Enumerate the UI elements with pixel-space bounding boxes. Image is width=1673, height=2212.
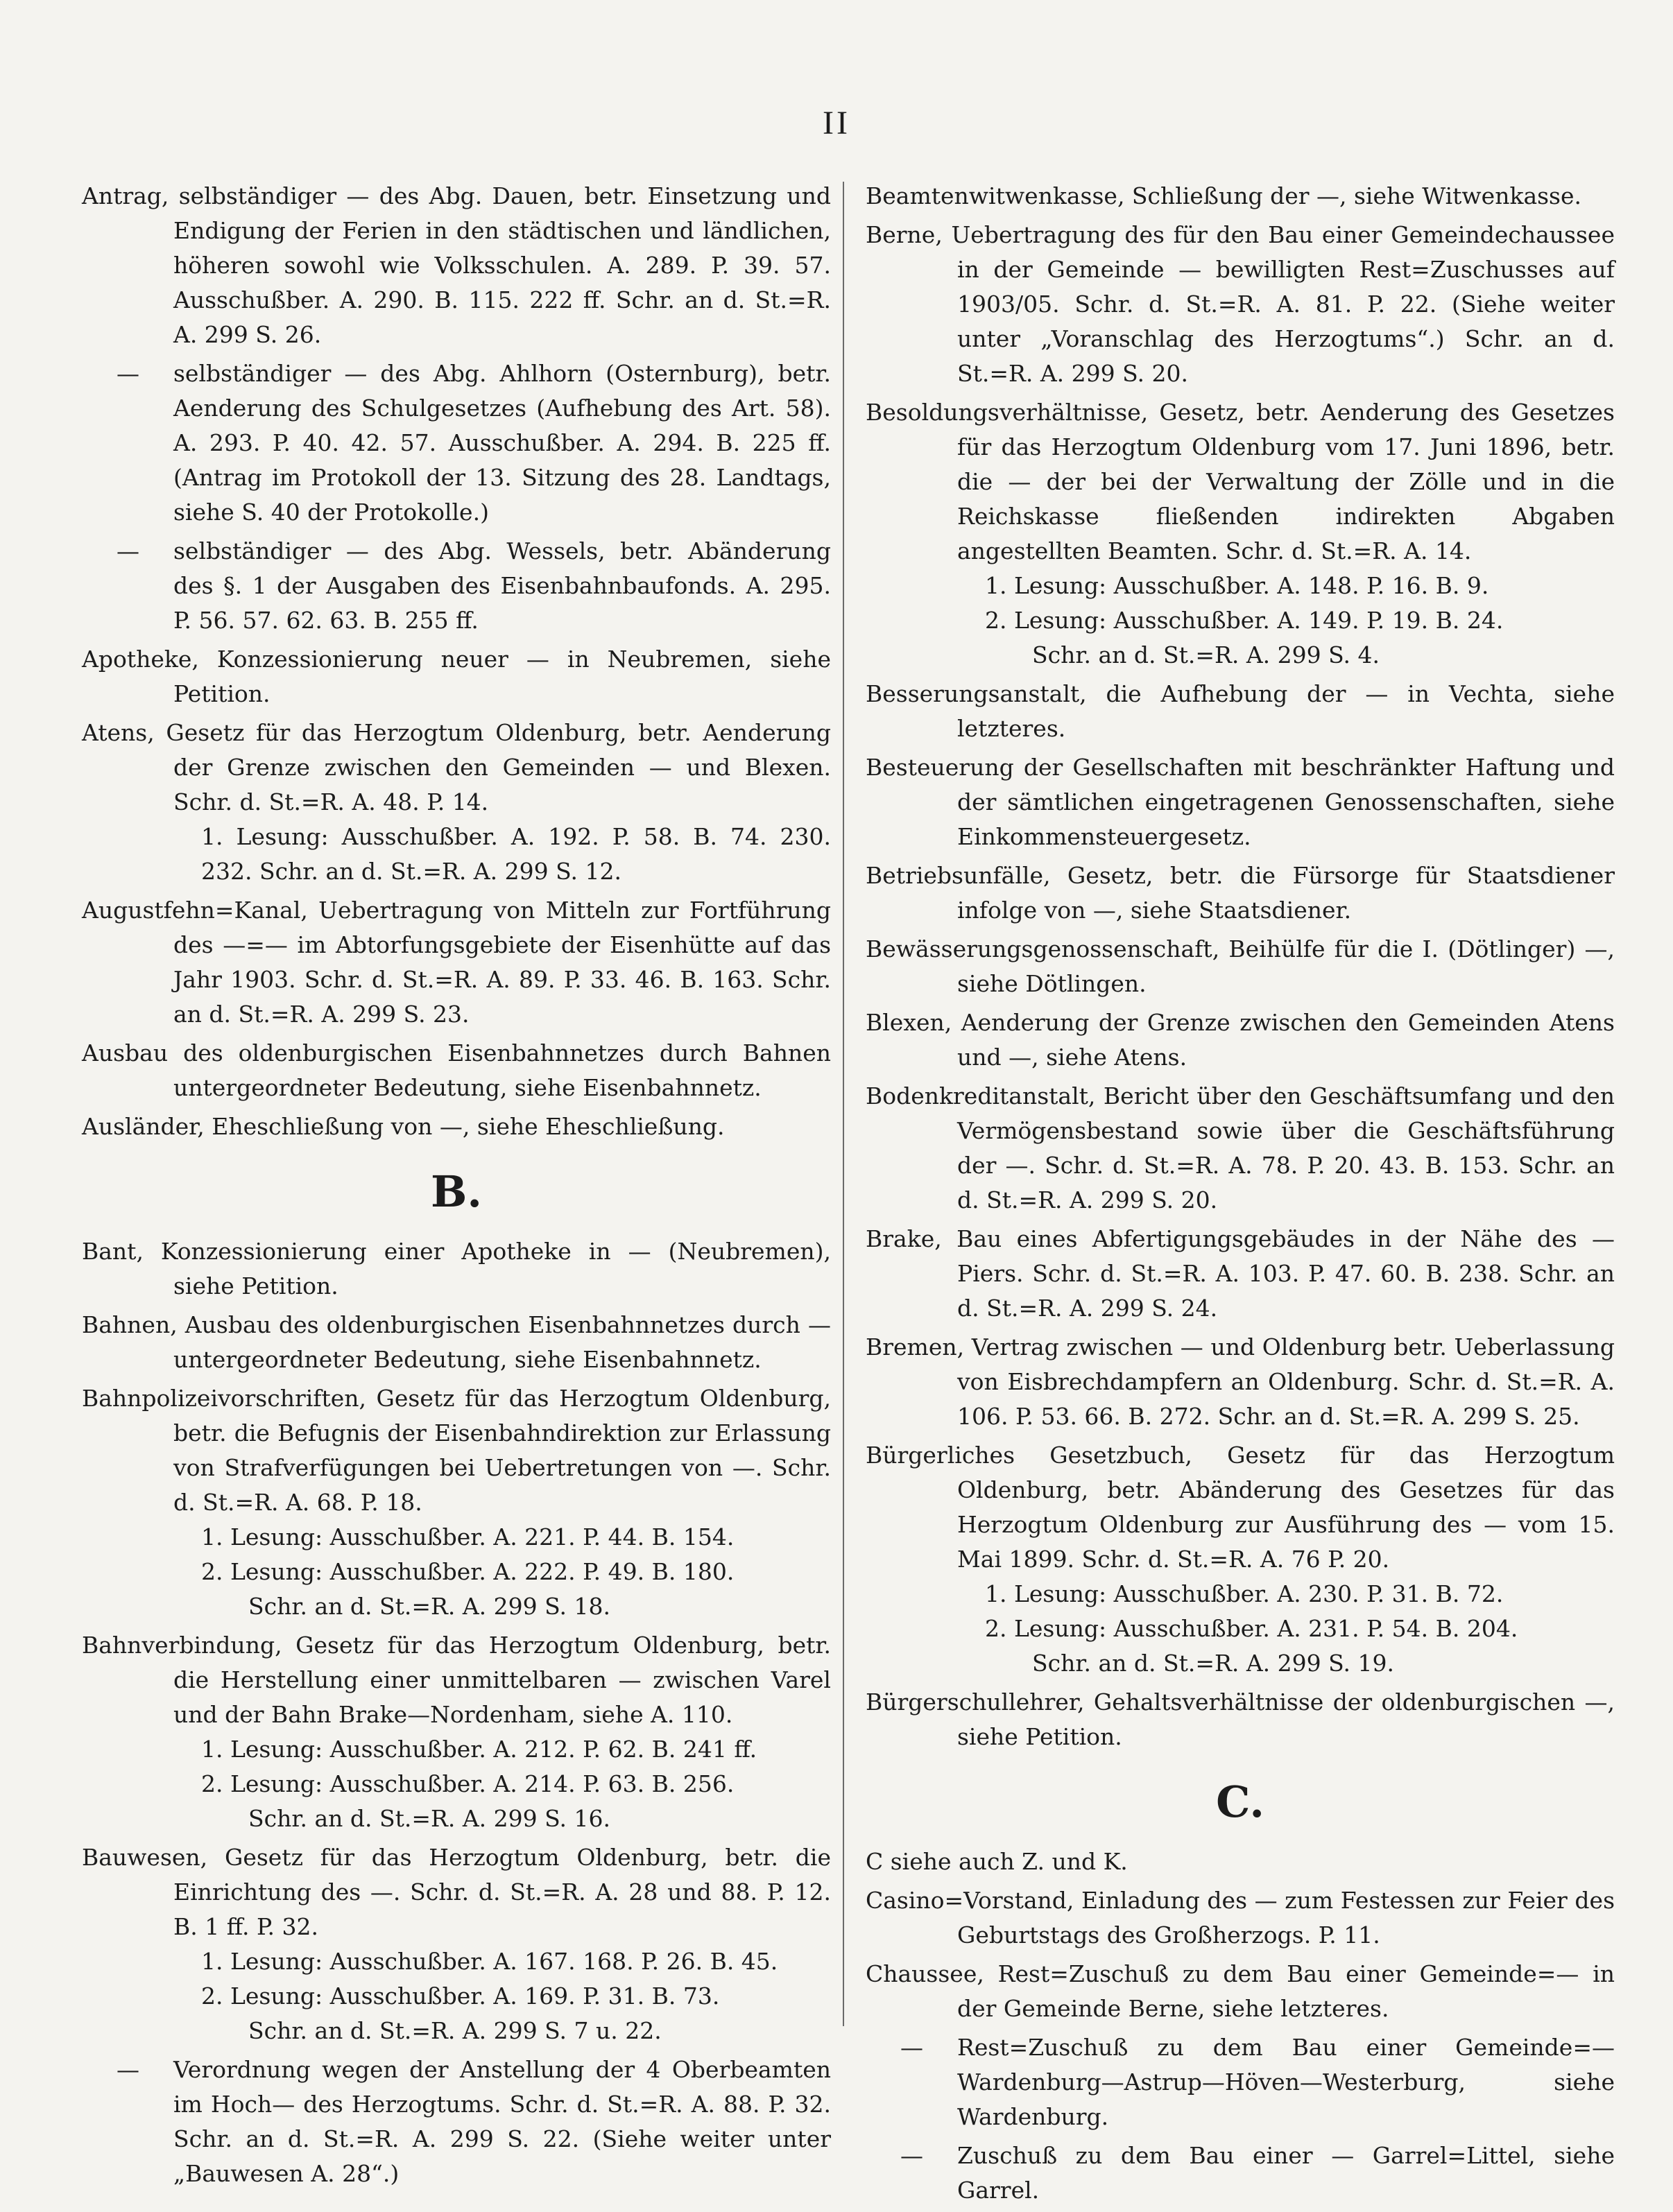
index-subentry	[82, 356, 831, 530]
entry-text: Besoldungsverhältnisse, Gesetz, betr. Aenderung des Gesetzes für das Herzogtum Oldenburg vom 17. Juni 1896, betr. die — der bei der Verwaltung der Zölle und in die Reichskasse fließenden indirekten Abgaben angestellten Beamten. Schr. d. St.=R. A. 14.	[866, 399, 1615, 564]
entry-text: Betriebsunfälle, Gesetz, betr. die Fürsorge für Staatsdiener infolge von —, siehe Staatsdiener.	[866, 862, 1615, 924]
entry-text: Zuschuß zu dem Bau einer — Garrel=Littel, siehe Garrel.	[957, 2142, 1615, 2204]
reading-line: 1. Lesung: Ausschußber. A. 167. 168. P. 26. B. 45.	[201, 1948, 778, 1975]
index-entry	[866, 1883, 1615, 1953]
index-entry	[866, 218, 1615, 391]
index-subentry	[82, 534, 831, 638]
entry-text: Bahnpolizeivorschriften, Gesetz für das Herzogtum Oldenburg, betr. die Befugnis der Eisenbahndirektion zur Erlassung von Strafverfügungen bei Uebertretungen von —. Schr. d. St.=R. A. 68. P. 18.	[82, 1385, 831, 1516]
entry-text: Antrag, selbständiger — des Abg. Dauen, betr. Einsetzung und Endigung der Ferien in den städtischen und ländlichen, höheren sowohl wie Volksschulen. A. 289. P. 39. 57. Ausschußber. A. 290. B. 115. 222 ff. Schr. an d. St.=R. A. 299 S. 26.	[82, 182, 831, 348]
entry-text: Bremen, Vertrag zwischen — und Oldenburg betr. Ueberlassung von Eisbrechdampfern an Oldenburg. Schr. d. St.=R. A. 106. P. 53. 66. B. 272. Schr. an d. St.=R. A. 299 S. 25.	[866, 1333, 1615, 1430]
index-entry	[866, 1330, 1615, 1434]
index-entry	[866, 179, 1615, 214]
index-entry	[866, 1844, 1615, 1879]
index-entry	[82, 893, 831, 1032]
index-entry	[866, 1685, 1615, 1754]
entry-text: Blexen, Aenderung der Grenze zwischen den Gemeinden Atens und —, siehe Atens.	[866, 1009, 1615, 1071]
entry-text: Bürgerschullehrer, Gehaltsverhältnisse der oldenburgischen —, siehe Petition.	[866, 1688, 1615, 1750]
reference-line: Schr. an d. St.=R. A. 299 S. 16.	[248, 1805, 611, 1832]
entry-text: Bahnen, Ausbau des oldenburgischen Eisenbahnnetzes durch — untergeordneter Bedeutung, siehe Eisenbahnnetz.	[82, 1311, 831, 1373]
reference-line: Schr. an d. St.=R. A. 299 S. 19.	[1032, 1650, 1395, 1677]
entry-text: Verordnung wegen der Anstellung der 4 Oberbeamten im Hoch— des Herzogtums. Schr. d. St.=R. A. 88. P. 32. Schr. an d. St.=R. A. 299 S. 22. (Siehe weiter unter „Bauwesen A. 28“.)	[173, 2056, 831, 2187]
entry-text: Casino=Vorstand, Einladung des — zum Festessen zur Feier des Geburtstags des Großherzogs. P. 11.	[866, 1887, 1615, 1949]
entry-text: selbständiger — des Abg. Wessels, betr. Abänderung des §. 1 der Ausgaben des Eisenbahnbaufonds. A. 295. P. 56. 57. 62. 63. B. 255 ff.	[173, 537, 831, 634]
column-divider	[843, 182, 844, 2026]
index-entry	[82, 716, 831, 889]
reading-line: 1. Lesung: Ausschußber. A. 221. P. 44. B. 154.	[201, 1523, 735, 1550]
section-heading: C.	[1216, 1777, 1264, 1827]
index-entry	[866, 395, 1615, 673]
entry-text: Bauwesen, Gesetz für das Herzogtum Oldenburg, betr. die Einrichtung des —. Schr. d. St.=R. A. 28 und 88. P. 12. B. 1 ff. P. 32.	[82, 1844, 831, 1940]
entry-text: Besteuerung der Gesellschaften mit beschränkter Haftung und der sämtlichen eingetragenen Genossenschaften, siehe Einkommensteuergesetz.	[866, 754, 1615, 850]
entry-text: Brake, Bau eines Abfertigungsgebäudes in der Nähe des —Piers. Schr. d. St.=R. A. 103. P. 47. 60. B. 238. Schr. an d. St.=R. A. 299 S. 24.	[866, 1225, 1615, 1322]
reading-line: 2. Lesung: Ausschußber. A. 214. P. 63. B. 256.	[201, 1770, 735, 1797]
reading-line: 2. Lesung: Ausschußber. A. 222. P. 49. B. 180.	[201, 1558, 735, 1585]
entry-text: Bodenkreditanstalt, Bericht über den Geschäftsumfang und den Vermögensbestand sowie über die Geschäftsführung der —. Schr. d. St.=R. A. 78. P. 20. 43. B. 153. Schr. an d. St.=R. A. 299 S. 20.	[866, 1082, 1615, 1213]
index-entry	[82, 1308, 831, 1377]
entry-text: Apotheke, Konzessionierung neuer — in Neubremen, siehe Petition.	[82, 646, 831, 707]
index-entry	[82, 1234, 831, 1304]
index-entry	[866, 1222, 1615, 1326]
index-entry	[866, 1438, 1615, 1681]
index-entry	[866, 1957, 1615, 2026]
index-entry	[866, 1079, 1615, 1218]
reading-line: 1. Lesung: Ausschußber. A. 230. P. 31. B. 72.	[985, 1580, 1504, 1607]
section-heading: B.	[431, 1166, 482, 1217]
index-entry	[82, 1036, 831, 1105]
index-subentry	[866, 2138, 1615, 2208]
entry-text: Ausbau des oldenburgischen Eisenbahnnetzes durch Bahnen untergeordneter Bedeutung, siehe Eisenbahnnetz.	[82, 1039, 831, 1101]
entry-text: Augustfehn=Kanal, Uebertragung von Mitteln zur Fortführung des —=— im Abtorfungsgebiete der Eisenhütte auf das Jahr 1903. Schr. d. St.=R. A. 89. P. 33. 46. B. 163. Schr. an d. St.=R. A. 299 S. 23.	[82, 897, 831, 1028]
entry-text: Rest=Zuschuß zu dem Bau einer Gemeinde=— Wardenburg—Astrup—Höven—Westerburg, siehe Wardenburg.	[957, 2034, 1615, 2130]
entry-text: Atens, Gesetz für das Herzogtum Oldenburg, betr. Aenderung der Grenze zwischen den Gemeinden — und Blexen. Schr. d. St.=R. A. 48. P. 14.	[82, 719, 831, 815]
entry-text: Bant, Konzessionierung einer Apotheke in — (Neubremen), siehe Petition.	[82, 1238, 831, 1299]
index-subentry	[82, 2053, 831, 2191]
entry-text: Chaussee, Rest=Zuschuß zu dem Bau einer Gemeinde=— in der Gemeinde Berne, siehe letzteres.	[866, 1960, 1615, 2022]
entry-text: Beamtenwitwenkasse, Schließung der —, siehe Witwenkasse.	[866, 182, 1582, 209]
index-entry	[82, 179, 831, 352]
reading-line: 1. Lesung: Ausschußber. A. 192. P. 58. B. 74. 230. 232. Schr. an d. St.=R. A. 299 S. 12.	[201, 823, 831, 885]
index-entry	[866, 932, 1615, 1001]
index-entry	[866, 1005, 1615, 1075]
index-entry	[866, 750, 1615, 854]
entry-text: Bahnverbindung, Gesetz für das Herzogtum Oldenburg, betr. die Herstellung einer unmittelbaren — zwischen Varel und der Bahn Brake—Nordenham, siehe A. 110.	[82, 1632, 831, 1728]
index-subentry	[866, 2030, 1615, 2134]
entry-text: Berne, Uebertragung des für den Bau einer Gemeindechaussee in der Gemeinde — bewilligten Rest=Zuschusses auf 1903/05. Schr. d. St.=R. A. 81. P. 22. (Siehe weiter unter „Voranschlag des Herzogtums“.) Schr. an d. St.=R. A. 299 S. 20.	[866, 221, 1615, 387]
reading-line: 2. Lesung: Ausschußber. A. 149. P. 19. B. 24.	[985, 607, 1504, 634]
index-entry	[866, 858, 1615, 928]
index-entry	[82, 1381, 831, 1624]
index-entry	[82, 642, 831, 711]
index-entry	[82, 1840, 831, 2048]
right-column	[866, 179, 1615, 2212]
reference-line: Schr. an d. St.=R. A. 299 S. 18.	[248, 1593, 611, 1620]
reference-line: Schr. an d. St.=R. A. 299 S. 7 u. 22.	[248, 2017, 662, 2044]
index-entry	[82, 1628, 831, 1836]
entry-text: C siehe auch Z. und K.	[866, 1848, 1128, 1875]
reference-line: Schr. an d. St.=R. A. 299 S. 4.	[1032, 641, 1380, 668]
entry-text: Bewässerungsgenossenschaft, Beihülfe für die I. (Dötlinger) —, siehe Dötlingen.	[866, 935, 1615, 997]
reading-line: 2. Lesung: Ausschußber. A. 231. P. 54. B. 204.	[985, 1615, 1518, 1642]
page-number: II	[823, 105, 850, 141]
reading-line: 1. Lesung: Ausschußber. A. 148. P. 16. B. 9.	[985, 572, 1489, 599]
entry-text: Besserungsanstalt, die Aufhebung der — in Vechta, siehe letzteres.	[866, 680, 1615, 742]
left-column	[82, 179, 831, 2195]
entry-text: Ausländer, Eheschließung von —, siehe Eheschließung.	[82, 1113, 725, 1140]
reading-line: 1. Lesung: Ausschußber. A. 212. P. 62. B. 241 ff.	[201, 1736, 757, 1763]
entry-text: selbständiger — des Abg. Ahlhorn (Osternburg), betr. Aenderung des Schulgesetzes (Aufhebung des Art. 58). A. 293. P. 40. 42. 57. Ausschußber. A. 294. B. 225 ff. (Antrag im Protokoll der 13. Sitzung des 28. Landtags, siehe S. 40 der Protokolle.)	[173, 360, 831, 526]
index-entry	[82, 1109, 831, 1144]
entry-text: Bürgerliches Gesetzbuch, Gesetz für das Herzogtum Oldenburg, betr. Abänderung des Gesetzes für das Herzogtum Oldenburg zur Ausführung des — vom 15. Mai 1899. Schr. d. St.=R. A. 76 P. 20.	[866, 1442, 1615, 1573]
reading-line: 2. Lesung: Ausschußber. A. 169. P. 31. B. 73.	[201, 1982, 720, 2010]
index-entry	[866, 677, 1615, 746]
